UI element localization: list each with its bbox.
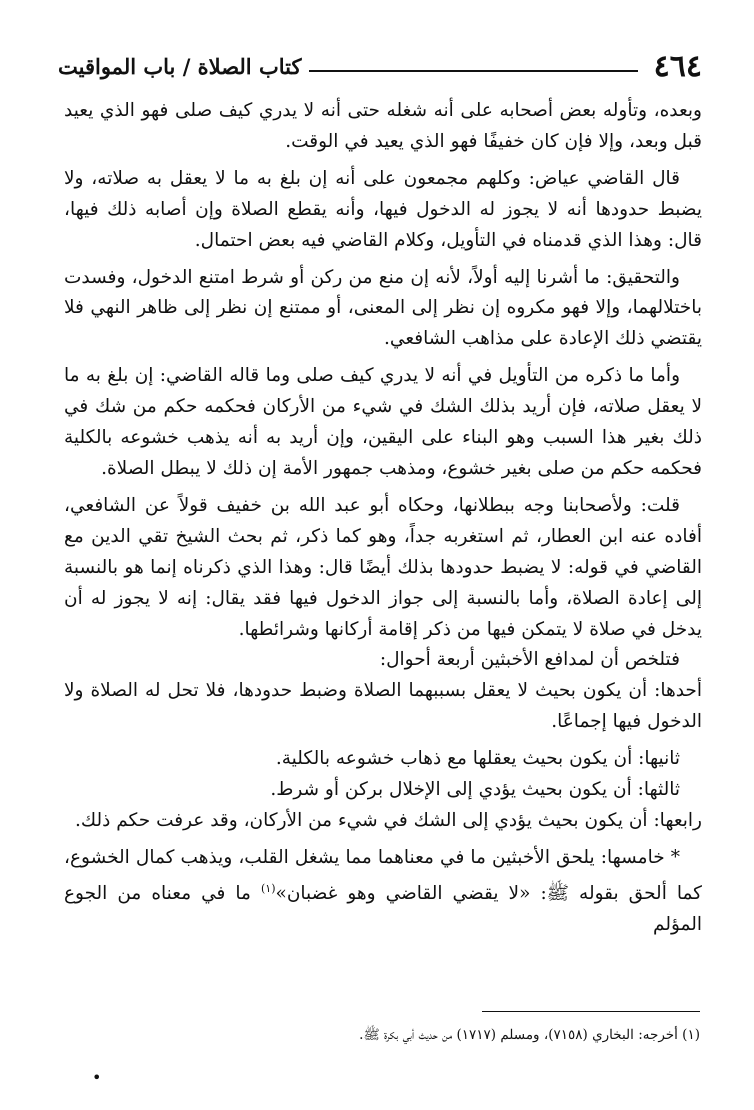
footnote: (١) أخرجه: البخاري (٧١٥٨)، ومسلم (١٧١٧) من حديث أبي بكرة ﷺ. bbox=[359, 1027, 700, 1043]
footnote-marker[interactable]: (١) bbox=[260, 881, 276, 895]
paragraph: وبعده، وتأوله بعض أصحابه على أنه شغله حتى أنه لا يدري كيف صلى فهو الذي يعيد قبل وبعد، وإلا فإن كان خفيفًا فهو الذي يعيد في الوقت. bbox=[64, 100, 702, 152]
page-header bbox=[58, 46, 702, 86]
list-item: ثالثها: أن يكون بحيث يؤدي إلى الإخلال بركن أو شرط. bbox=[270, 779, 680, 801]
list-item: أحدها: أن يكون بحيث لا يعقل بسببهما الصلاة وضبط حدودها، فلا تحل له الصلاة ولا الدخول فيها إجماعًا. bbox=[64, 680, 702, 733]
paragraph: فتلخص أن لمدافع الأخبثين أربعة أحوال: bbox=[379, 649, 680, 671]
main-text bbox=[64, 96, 702, 941]
running-title: كتاب الصلاة / باب المواقيت bbox=[58, 53, 302, 79]
last-paragraph bbox=[64, 843, 702, 941]
last-paragraph-continuation: ما في معناه من الجوع المؤلم bbox=[64, 882, 702, 935]
paragraph: قال القاضي عياض: وكلهم مجمعون على أنه إن بلغ به ما لا يعقل به صلاته، ولا يضبط حدودها أنه لا يجوز له الدخول فيها، وأنه يقطع الصلاة وإن أصابه ذلك فيها، قال: وهذا الذي قدمناه في التأويل، وكلام القاضي فيه بعض احتمال. bbox=[64, 167, 702, 251]
list-item: ثانيها: أن يكون بحيث يعقلها مع ذهاب خشوعه بالكلية. bbox=[275, 748, 680, 770]
page-number: ٤٦٤ bbox=[653, 48, 702, 84]
paragraph: وأما ما ذكره من التأويل في أنه لا يدري كيف صلى وما قاله القاضي: إن بلغ به ما لا يعقل صلاته، فإن أريد بذلك الشك في شيء من الأركان فحكمه حكم من شك في ذلك بغير هذا السبب وهو البناء على اليقين، وإن أريد به أنه يذهب خشوعه بالكلية فحكمه حكم من صلى بغير خشوع، ومذهب جمهور الأمة إن ذلك لا يبطل الصلاة. bbox=[64, 365, 702, 479]
header-rule bbox=[309, 70, 637, 72]
stray-mark: • bbox=[92, 1068, 102, 1087]
last-paragraph-text: * خامسها: يلحق الأخبثين ما في معناهما مما يشغل القلب، ويذهب كمال الخشوع، كما ألحق بقوله ﷺ: «لا يقضي القاضي وهو غضبان» bbox=[64, 846, 702, 904]
paragraph: والتحقيق: ما أشرنا إليه أولاً، لأنه إن منع من ركن أو شرط امتنع الدخول، وفسدت باختلالهما، وإلا فهو مكروه إن نظر إلى المعنى، أو ممتنع إن نظر إلى ظاهر النهي فلا يقتضي ذلك الإعادة على مذاهب الشافعي. bbox=[64, 266, 702, 350]
list-item: رابعها: أن يكون بحيث يؤدي إلى الشك في شيء من الأركان، وقد عرفت حكم ذلك. bbox=[75, 809, 702, 831]
footnote-separator bbox=[482, 1011, 700, 1012]
paragraph: قلت: ولأصحابنا وجه ببطلانها، وحكاه أبو عبد الله بن خفيف قولاً عن الشافعي، أفاده عنه ابن العطار، ثم استغربه جداً، وهو كما ذكر، ثم بحث الشيخ تقي الدين مع القاضي في قوله: لا يضبط حدودها بذلك أيضًا قال: وهذا الذي ذكرناه إنما هو بالنسبة إلى إعادة الصلاة، وأما بالنسبة إلى جواز الدخول فيها فقد يقال: إنه لا يجوز له أن يدخل في صلاة لا يتمكن فيها من ذكر إقامة أركانها وشرائطها. bbox=[64, 494, 702, 640]
